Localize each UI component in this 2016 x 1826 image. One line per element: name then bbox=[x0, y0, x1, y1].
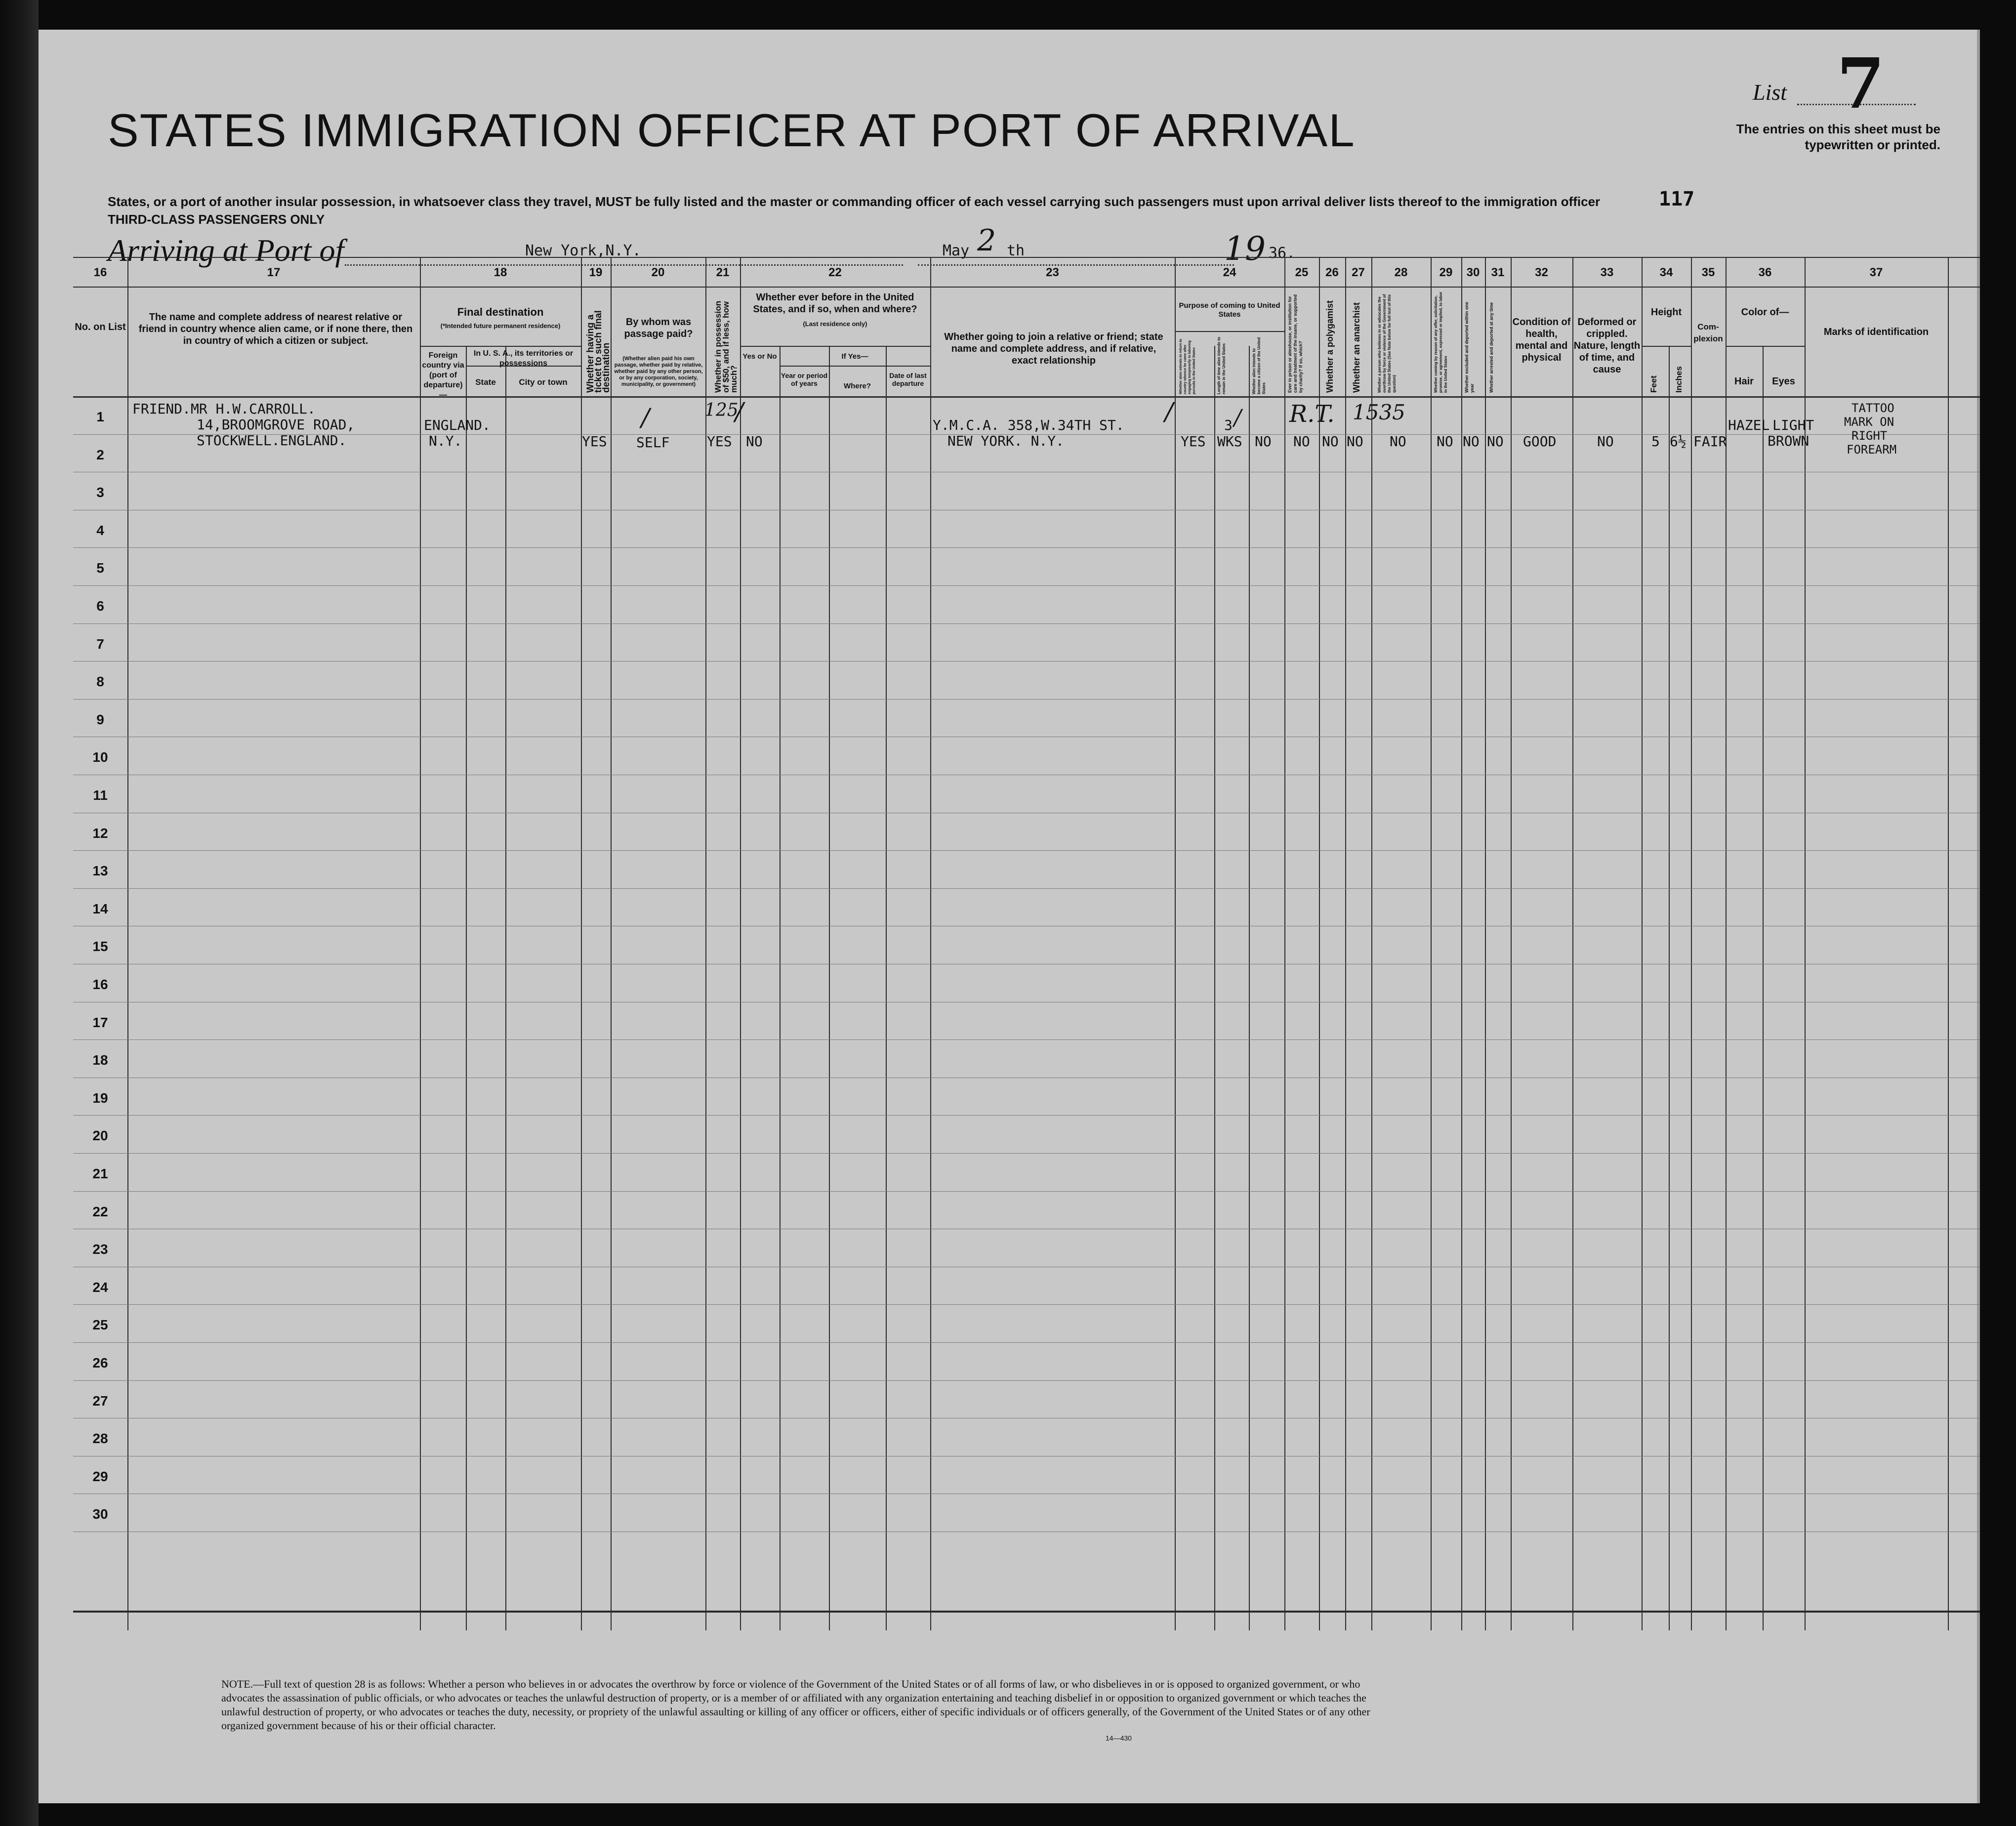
row-number: 2 bbox=[96, 447, 104, 462]
col-line bbox=[1485, 257, 1486, 1630]
colnum: 35 bbox=[1701, 266, 1715, 279]
hdr-polygamist: Whether a polygamist bbox=[1325, 300, 1335, 393]
colnum: 18 bbox=[494, 266, 507, 279]
hdr-eyes: Eyes bbox=[1772, 376, 1795, 387]
row-number: 4 bbox=[96, 522, 104, 538]
hdr-foreign-country: Foreign country via (port of departure)— bbox=[422, 351, 464, 399]
page-title: STATES IMMIGRATION OFFICER AT PORT OF ARRIVAL bbox=[108, 104, 1356, 156]
cell-foreign-country: ENGLAND. bbox=[424, 417, 491, 433]
hdr-no-on-list: No. on List bbox=[75, 322, 126, 332]
month-value: May bbox=[943, 242, 970, 259]
hdr-in-usa: In U. S. A., its territories or possessions bbox=[473, 349, 574, 368]
hdr-anarchist: Whether an anarchist bbox=[1352, 302, 1361, 393]
row-number: 30 bbox=[92, 1506, 108, 1522]
row-line bbox=[73, 547, 1980, 548]
col-line bbox=[505, 346, 506, 1630]
cell-marks-line4: FOREARM bbox=[1847, 443, 1897, 456]
hdr-purpose-c: Whether alien intends to become a citizen of the United States bbox=[1252, 337, 1266, 394]
col-line bbox=[581, 257, 582, 1630]
row-number: 17 bbox=[92, 1014, 108, 1030]
cell-arrested: NO bbox=[1487, 433, 1504, 450]
row-line bbox=[73, 585, 1980, 586]
colnum: 23 bbox=[1046, 266, 1059, 279]
cell-relative-line1: FRIEND.MR H.W.CARROLL. bbox=[132, 401, 316, 417]
cell-state: N.Y. bbox=[429, 433, 462, 449]
col-line bbox=[1763, 346, 1764, 1630]
col-line bbox=[611, 257, 612, 1630]
col-line bbox=[1284, 257, 1285, 1630]
col-line bbox=[127, 257, 128, 1630]
hdr-ticket: Whether having a ticket to such final destination bbox=[585, 310, 612, 393]
hdr-complexion: Com-plexion bbox=[1693, 322, 1723, 343]
row-line bbox=[73, 1039, 1980, 1040]
cell-offer-labor: NO bbox=[1437, 433, 1453, 450]
port-value: New York,N.Y. bbox=[525, 242, 641, 259]
col-line bbox=[1948, 257, 1949, 1630]
tick-mark: / bbox=[735, 397, 743, 426]
row-line bbox=[73, 1380, 1980, 1381]
colnum: 16 bbox=[93, 266, 107, 279]
header-divider bbox=[73, 396, 1980, 398]
instructions-line1: States, or a port of another insular possession, in whatsoever class they travel, MUST be fully listed and the master or commanding officer of each vessel carrying such passengers must upon arrival deliver lists thereof to the immigration officer bbox=[108, 194, 1601, 209]
row-line bbox=[73, 1342, 1980, 1343]
row-number: 9 bbox=[96, 711, 104, 727]
row-line bbox=[73, 1191, 1980, 1192]
row-number: 8 bbox=[96, 674, 104, 690]
subhdr-line bbox=[1175, 331, 1284, 332]
hdr-final-destination: Final destination bbox=[457, 306, 544, 318]
row-number: 25 bbox=[92, 1317, 108, 1333]
row-number: 14 bbox=[92, 901, 108, 916]
cell-join-line2: NEW YORK. N.Y. bbox=[947, 433, 1065, 449]
cell-polygamist: NO bbox=[1322, 433, 1339, 450]
cell-inches: 6½ bbox=[1670, 433, 1687, 450]
cell-join-line1: Y.M.C.A. 358,W.34TH ST. bbox=[933, 417, 1124, 433]
year-suffix: 36. bbox=[1269, 245, 1296, 262]
col-line bbox=[705, 257, 706, 1630]
subhdr-line bbox=[740, 346, 930, 347]
row-number: 18 bbox=[92, 1052, 108, 1068]
colnum: 19 bbox=[589, 266, 603, 279]
hdr-yes-or-no: Yes or No bbox=[742, 352, 777, 361]
cell-ticket: YES bbox=[582, 433, 607, 450]
row-line bbox=[73, 850, 1980, 851]
hdr-color-of: Color of— bbox=[1741, 307, 1789, 318]
year-prefix: 19 bbox=[1224, 230, 1266, 268]
row-number: 22 bbox=[92, 1204, 108, 1219]
col-line bbox=[740, 257, 741, 1630]
colnum: 33 bbox=[1600, 266, 1614, 279]
hdr-city: City or town bbox=[519, 377, 568, 387]
col-line bbox=[1805, 257, 1806, 1630]
col-line bbox=[1249, 346, 1250, 1630]
colnum: 17 bbox=[267, 266, 281, 279]
row-number: 5 bbox=[96, 560, 104, 576]
colnum: 22 bbox=[828, 266, 842, 279]
row-number: 29 bbox=[92, 1468, 108, 1484]
cell-eyes-line2: BROWN bbox=[1768, 433, 1810, 449]
row-number: 21 bbox=[92, 1166, 108, 1181]
hdr-last-departure: Date of last departure bbox=[889, 372, 927, 387]
handwritten-1535: 1535 bbox=[1353, 400, 1405, 424]
row-number: 15 bbox=[92, 939, 108, 954]
row-number: 7 bbox=[96, 636, 104, 652]
manifest-table bbox=[73, 257, 1980, 1630]
hdr-excluded: Whether excluded and deported within one year bbox=[1464, 301, 1475, 393]
hdr-purpose-a: Whether alien intends to return to country whence he came after engaging temporarily in laboring pursuits in the United States bbox=[1179, 338, 1196, 394]
cell-complexion: FAIR bbox=[1693, 433, 1727, 450]
hdr-state: State bbox=[475, 377, 496, 387]
hdr-purpose-b: Length of time alien intends to remain in the United States bbox=[1217, 337, 1226, 394]
tick-mark: / bbox=[1234, 405, 1241, 430]
col-line bbox=[1669, 346, 1670, 1630]
cell-marks-line2: MARK ON bbox=[1844, 415, 1894, 429]
sheet-number: 117 bbox=[1659, 188, 1695, 210]
colnum: 25 bbox=[1295, 266, 1309, 279]
instructions bbox=[108, 193, 1688, 228]
cell-purpose-b-unit: WKS bbox=[1217, 433, 1242, 450]
cell-deformed: NO bbox=[1597, 433, 1614, 450]
row-number: 16 bbox=[92, 977, 108, 992]
row-number: 27 bbox=[92, 1393, 108, 1409]
hdr-possession-50: Whether in possession of $50, and if less, how much? bbox=[713, 300, 739, 393]
hdr-year-period: Year or period of years bbox=[781, 372, 828, 387]
instructions-line2: THIRD-CLASS PASSENGERS ONLY bbox=[108, 212, 325, 227]
tick-mark: / bbox=[1165, 397, 1173, 426]
col-line bbox=[1214, 346, 1215, 1630]
row-number: 10 bbox=[92, 749, 108, 765]
subhdr-line bbox=[1642, 346, 1691, 347]
col-line bbox=[1726, 257, 1727, 1630]
colnum: 32 bbox=[1535, 266, 1548, 279]
row-line bbox=[73, 661, 1980, 662]
cell-purpose-b-num: 3 bbox=[1224, 417, 1233, 433]
col-line bbox=[1511, 257, 1512, 1630]
colnum: 36 bbox=[1758, 266, 1772, 279]
row-line bbox=[73, 623, 1980, 624]
col-line bbox=[780, 346, 781, 1630]
hdr-marks: Marks of identification bbox=[1823, 327, 1929, 337]
cell-prison: NO bbox=[1293, 433, 1310, 450]
hdr-offer-labor: Whether coming by reason of any offer, solicitation, promise, or agreement, expressed or implied, to labor in the United States bbox=[1434, 291, 1448, 393]
row-number: 1 bbox=[96, 409, 104, 424]
cell-relative-line3: STOCKWELL.ENGLAND. bbox=[197, 432, 347, 449]
colnum: 34 bbox=[1659, 266, 1673, 279]
col-line bbox=[886, 346, 887, 1630]
cell-anarchist: NO bbox=[1347, 433, 1363, 450]
colnum: 21 bbox=[716, 266, 730, 279]
hdr-feet: Feet bbox=[1649, 375, 1658, 393]
subhdr-line bbox=[1726, 346, 1805, 347]
manifest-sheet bbox=[39, 30, 1980, 1803]
cell-purpose-c: NO bbox=[1255, 433, 1272, 450]
col-line bbox=[1175, 257, 1176, 1630]
col-line bbox=[1642, 257, 1643, 1630]
cell-relative-line2: 14,BROOMGROVE ROAD, bbox=[197, 416, 355, 433]
hdr-health: Condition of health, mental and physical bbox=[1512, 317, 1571, 363]
cell-hair: HAZEL bbox=[1728, 417, 1770, 433]
arriving-label: Arriving at Port of bbox=[108, 233, 344, 268]
cell-paid-by: SELF bbox=[636, 434, 670, 451]
row-number: 26 bbox=[92, 1355, 108, 1370]
hdr-where: Where? bbox=[843, 382, 871, 390]
row-number: 3 bbox=[96, 485, 104, 500]
row-line bbox=[73, 888, 1980, 889]
colnum-divider bbox=[73, 287, 1980, 288]
cell-marks-line3: RIGHT bbox=[1851, 429, 1888, 443]
hdr-arrested: Whether arrested and deported at any time bbox=[1489, 302, 1494, 393]
colnum: 28 bbox=[1394, 266, 1408, 279]
cell-possession: YES bbox=[707, 433, 732, 450]
hdr-prison: Ever in prison or almshouse, or institution for care and treatment of the insane, or supported by charity? If so, which? bbox=[1287, 294, 1303, 393]
binder-edge bbox=[0, 0, 39, 1826]
row-number: 23 bbox=[92, 1242, 108, 1257]
col-line bbox=[1572, 257, 1573, 1630]
hdr-join-relative: Whether going to join a relative or friend; state name and complete address, and if relative, exact relationship bbox=[944, 332, 1163, 366]
hdr-hair: Hair bbox=[1734, 376, 1754, 387]
hdr-by-whom: By whom was passage paid? bbox=[624, 317, 693, 339]
handwritten-rt: R.T. bbox=[1289, 400, 1335, 428]
col-line bbox=[420, 257, 421, 1630]
hdr-ever-before: Whether ever before in the United States, and if so, when and where? bbox=[753, 292, 917, 315]
colnum: 26 bbox=[1325, 266, 1339, 279]
hdr-deformed: Deformed or crippled. Nature, length of time, and cause bbox=[1573, 317, 1641, 375]
tick-mark: / bbox=[641, 403, 650, 432]
cell-overthrow: NO bbox=[1390, 433, 1406, 450]
col-line bbox=[1371, 257, 1372, 1630]
row-line bbox=[73, 699, 1980, 700]
row-number: 28 bbox=[92, 1431, 108, 1447]
row-number: 19 bbox=[92, 1090, 108, 1106]
cell-feet: 5 bbox=[1651, 433, 1660, 450]
cell-eyes-line1: LIGHT bbox=[1772, 417, 1814, 433]
subhdr-line bbox=[420, 346, 581, 347]
list-number: 7 bbox=[1837, 43, 1885, 124]
col-line bbox=[1461, 257, 1462, 1630]
row-number: 12 bbox=[92, 825, 108, 841]
col-line bbox=[1345, 257, 1346, 1630]
row-line bbox=[73, 1304, 1980, 1305]
hdr-if-yes: If Yes— bbox=[841, 352, 868, 361]
colnum: 29 bbox=[1439, 266, 1453, 279]
row-line bbox=[73, 1153, 1980, 1154]
col-line bbox=[1691, 257, 1692, 1630]
footnote: NOTE.—Full text of question 28 is as follows: Whether a person who believes in or advocates the overthrow by force or violence of the Government of the United States or of all forms of law, or who disbelieves in or is opposed to organized government, or who advocates the assassination of public officials, or who advocates or teaches the unlawful destruction of property, or is a member of or affiliated with any organization entertaining and teaching disbelief in or opposition to organized government or which teaches the unlawful destruction of property, or who advocates or teaches the duty, necessity, or propriety of the unlawful assaulting or killing of any officer or officers, either of specific individuals or of officers generally, of the Government of the United States or of any other organized government because of his or their official character. bbox=[221, 1678, 1370, 1732]
row-number: 11 bbox=[93, 788, 108, 803]
subhdr-line bbox=[780, 366, 930, 367]
row-number: 13 bbox=[92, 863, 108, 879]
col-line bbox=[1319, 257, 1320, 1630]
colnum: 24 bbox=[1223, 266, 1236, 279]
colnum: 27 bbox=[1352, 266, 1365, 279]
row-number: 24 bbox=[92, 1279, 108, 1295]
cell-excluded: NO bbox=[1463, 433, 1480, 450]
cell-purpose-a: YES bbox=[1181, 433, 1206, 450]
hdr-final-destination-note: (*Intended future permanent residence) bbox=[440, 322, 561, 330]
hdr-overthrow: Whether a person who believes in or advocates the overthrow by force or violence of the Government of the United States (See Note below for full text of this question) bbox=[1377, 294, 1397, 393]
table-top-border bbox=[73, 257, 1980, 258]
col-line bbox=[930, 257, 931, 1630]
row-line bbox=[73, 1115, 1980, 1116]
table-bottom-border bbox=[73, 1611, 1980, 1613]
form-number: 14—430 bbox=[1106, 1734, 1132, 1742]
cell-marks-line1: TATTOO bbox=[1851, 401, 1894, 415]
row-number: 20 bbox=[92, 1128, 108, 1144]
day-handwritten: 2 bbox=[977, 223, 996, 258]
cell-ever-before: NO bbox=[746, 433, 763, 450]
col-line bbox=[1431, 257, 1432, 1630]
hdr-relative-friend: The name and complete address of nearest relative or friend in country whence alien came, or if none there, then in country of which a citizen or subject. bbox=[138, 312, 413, 346]
colnum: 30 bbox=[1466, 266, 1480, 279]
hdr-ever-before-note: (Last residence only) bbox=[803, 320, 867, 328]
day-suffix: th bbox=[1007, 242, 1025, 259]
entries-note: The entries on this sheet must be typewritten or printed. bbox=[1736, 122, 1940, 152]
hdr-by-whom-note: (Whether alien paid his own passage, whether paid by relative, whether paid by any other person, or by any corporation, society, municipality, or government) bbox=[614, 356, 703, 387]
colnum: 20 bbox=[651, 266, 665, 279]
col-line bbox=[466, 346, 467, 1630]
row-number: 6 bbox=[96, 598, 104, 614]
colnum: 31 bbox=[1491, 266, 1505, 279]
colnum: 37 bbox=[1869, 266, 1883, 279]
hdr-height: Height bbox=[1650, 307, 1682, 318]
hdr-purpose: Purpose of coming to United States bbox=[1179, 301, 1280, 319]
cell-possession-handwritten: 125 bbox=[704, 400, 739, 420]
list-label: List bbox=[1753, 80, 1787, 105]
cell-health: GOOD bbox=[1523, 433, 1557, 450]
hdr-inches: Inches bbox=[1674, 366, 1684, 393]
col-line bbox=[829, 346, 830, 1630]
